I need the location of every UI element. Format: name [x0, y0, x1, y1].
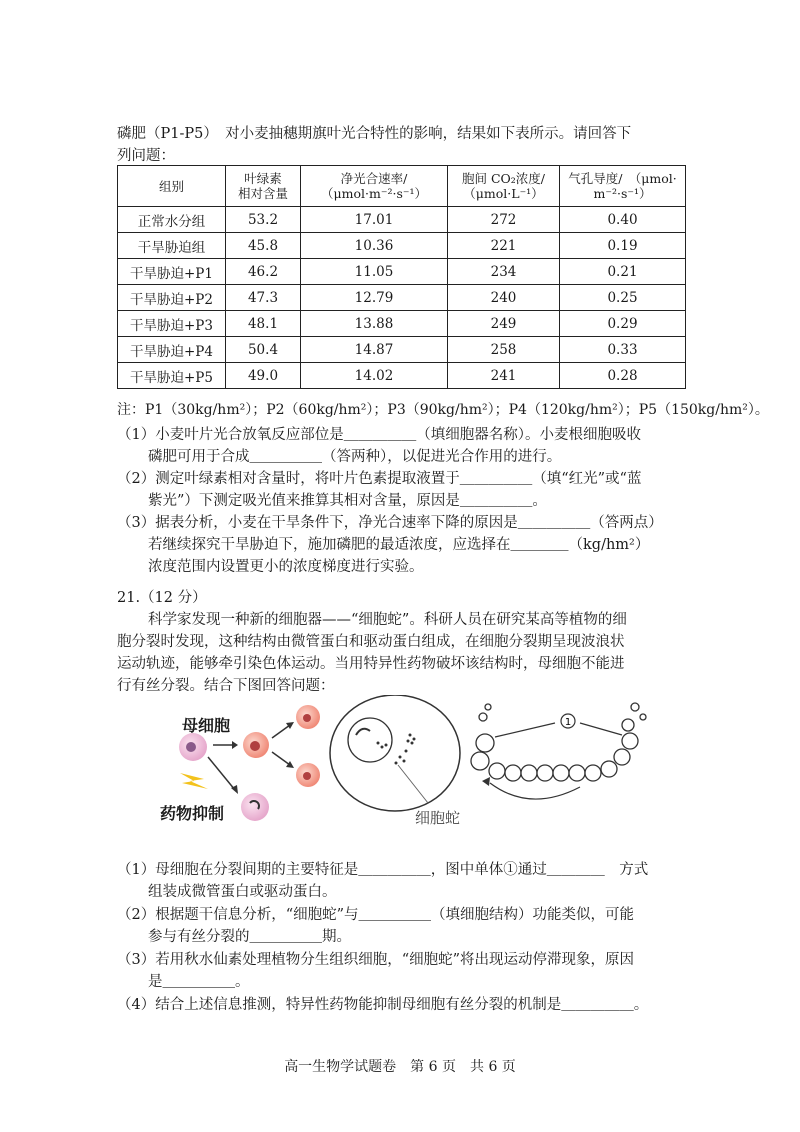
- figure-drawing: [160, 695, 660, 835]
- col-header-net-rate: 净光合速率/ （μmol·m⁻²·s⁻¹）: [301, 166, 448, 207]
- table-cell: 0.40: [560, 207, 686, 233]
- table-cell: 0.21: [560, 259, 686, 285]
- snake-dots: [377, 734, 416, 765]
- subunit-chain: [471, 703, 646, 781]
- table-cell: 240: [448, 285, 560, 311]
- table-cell: 干旱胁迫+P3: [118, 311, 226, 337]
- q20-3-line-c: 浓度范围内设置更小的浓度梯度进行实验。: [148, 559, 424, 575]
- table-cell: 正常水分组: [118, 207, 226, 233]
- q21-4-line: （4）结合上述信息推测，特异性药物能抑制母细胞有丝分裂的机制是＿＿＿＿＿。: [117, 997, 649, 1013]
- table-cell: 241: [448, 363, 560, 389]
- table-cell: 12.79: [301, 285, 448, 311]
- cell-snake-figure: [160, 695, 660, 839]
- q21-2-line-a: （2）根据题干信息分析，“细胞蛇”与＿＿＿＿＿（填细胞结构）功能类似，可能: [117, 907, 635, 923]
- table-cell: 45.8: [226, 233, 301, 259]
- table-cell: 干旱胁迫+P1: [118, 259, 226, 285]
- table-cell: 53.2: [226, 207, 301, 233]
- table-cell: 干旱胁迫+P4: [118, 337, 226, 363]
- table-cell: 272: [448, 207, 560, 233]
- subunit-1-label: 1: [564, 717, 572, 728]
- q20-3-line-b: 若继续探究干旱胁迫下，施加磷肥的最适浓度，应选择在＿＿＿＿（kg/hm²）: [148, 537, 650, 553]
- table-cell: 11.05: [301, 259, 448, 285]
- table-cell: 46.2: [226, 259, 301, 285]
- col-header-co2: 胞间 CO₂浓度/ （μmol·L⁻¹）: [448, 166, 560, 207]
- table-cell: 0.19: [560, 233, 686, 259]
- table-header-row: [118, 166, 686, 207]
- table-row: [118, 285, 686, 311]
- inhibited-cell: [241, 793, 269, 821]
- q21-stem-line-4: 行有丝分裂。结合下图回答问题：: [117, 678, 335, 694]
- col-header-chlorophyll: 叶绿素 相对含量: [226, 166, 301, 207]
- table-cell: 0.33: [560, 337, 686, 363]
- q20-2-line-b: 紫光”）下测定吸光值来推算其相对含量，原因是＿＿＿＿＿。: [148, 493, 547, 509]
- q20-1-line-a: （1）小麦叶片光合放氧反应部位是＿＿＿＿＿（填细胞器名称）。小麦根细胞吸收: [117, 427, 641, 443]
- intro-line-2: 列问题：: [117, 148, 175, 164]
- q21-1-line-a: （1）母细胞在分裂间期的主要特征是＿＿＿＿＿，图中单体①通过＿＿＿＿ 方式: [117, 862, 649, 878]
- table-cell: 13.88: [301, 311, 448, 337]
- table-cell: 0.29: [560, 311, 686, 337]
- q21-2-line-b: 参与有丝分裂的＿＿＿＿＿期。: [148, 929, 351, 945]
- q21-stem-line-1: 科学家发现一种新的细胞器——“细胞蛇”。科研人员在研究某高等植物的细: [148, 612, 627, 628]
- table-cell: 14.02: [301, 363, 448, 389]
- table-cell: 234: [448, 259, 560, 285]
- table-cell: 0.28: [560, 363, 686, 389]
- q20-2-line-a: （2）测定叶绿素相对含量时，将叶片色素提取液置于＿＿＿＿＿（填“红光”或“蓝: [117, 471, 642, 487]
- cell-snake-label: 细胞蛇: [415, 809, 461, 827]
- table-cell: 249: [448, 311, 560, 337]
- col-header-group: 组别: [118, 166, 226, 207]
- drug-inhibition-label: 药物抑制: [160, 804, 225, 823]
- table-cell: 258: [448, 337, 560, 363]
- table-cell: 10.36: [301, 233, 448, 259]
- table-note: 注：P1（30kg/hm²）；P2（60kg/hm²）；P3（90kg/hm²）；P4（120kg/hm²）；P5（150kg/hm²）。: [117, 402, 769, 418]
- table-row: [118, 233, 686, 259]
- table-cell: 干旱胁迫+P5: [118, 363, 226, 389]
- q20-1-line-b: 磷肥可用于合成＿＿＿＿＿（答两种），以促进光合作用的进行。: [148, 449, 562, 465]
- cell-outline: [330, 695, 460, 811]
- table-cell: 47.3: [226, 285, 301, 311]
- q21-stem-line-3: 运动轨迹，能够牵引染色体运动。当用特异性药物破坏该结构时，母细胞不能进: [117, 656, 625, 672]
- mother-cell-label: 母细胞: [182, 716, 231, 735]
- table-cell: 14.87: [301, 337, 448, 363]
- page-footer: 高一生物学试题卷 第 6 页 共 6 页: [284, 1059, 516, 1075]
- q21-3-line-a: （3）若用秋水仙素处理植物分生组织细胞，“细胞蛇”将出现运动停滞现象，原因: [117, 952, 635, 968]
- q21-heading: 21.（12 分）: [117, 590, 207, 606]
- table-cell: 221: [448, 233, 560, 259]
- table-cell: 48.1: [226, 311, 301, 337]
- q21-1-line-b: 组装成微管蛋白或驱动蛋白。: [148, 884, 337, 900]
- table-row: [118, 207, 686, 233]
- nucleus-outline: [348, 718, 392, 762]
- table-cell: 干旱胁迫+P2: [118, 285, 226, 311]
- table-cell: 49.0: [226, 363, 301, 389]
- table-cell: 0.25: [560, 285, 686, 311]
- col-header-stomatal: 气孔导度/ （μmol· m⁻²·s⁻¹）: [560, 166, 686, 207]
- results-table: [117, 165, 686, 389]
- table-cell: 干旱胁迫组: [118, 233, 226, 259]
- table-cell: 50.4: [226, 337, 301, 363]
- q21-stem-line-2: 胞分裂时发现，这种结构由微管蛋白和驱动蛋白组成，在细胞分裂期呈现波浪状: [117, 634, 625, 650]
- table-row: [118, 337, 686, 363]
- table-row: [118, 259, 686, 285]
- q21-3-line-b: 是＿＿＿＿＿。: [148, 974, 250, 990]
- lightning-icon: [180, 773, 208, 789]
- table-cell: 17.01: [301, 207, 448, 233]
- table-row: [118, 363, 686, 389]
- intro-line-1: 磷肥（P1-P5） 对小麦抽穗期旗叶光合特性的影响，结果如下表所示。请回答下: [117, 126, 632, 142]
- q20-3-line-a: （3）据表分析，小麦在干旱条件下，净光合速率下降的原因是＿＿＿＿＿（答两点）: [117, 515, 663, 531]
- table-row: [118, 311, 686, 337]
- mother-nucleus: [186, 742, 196, 752]
